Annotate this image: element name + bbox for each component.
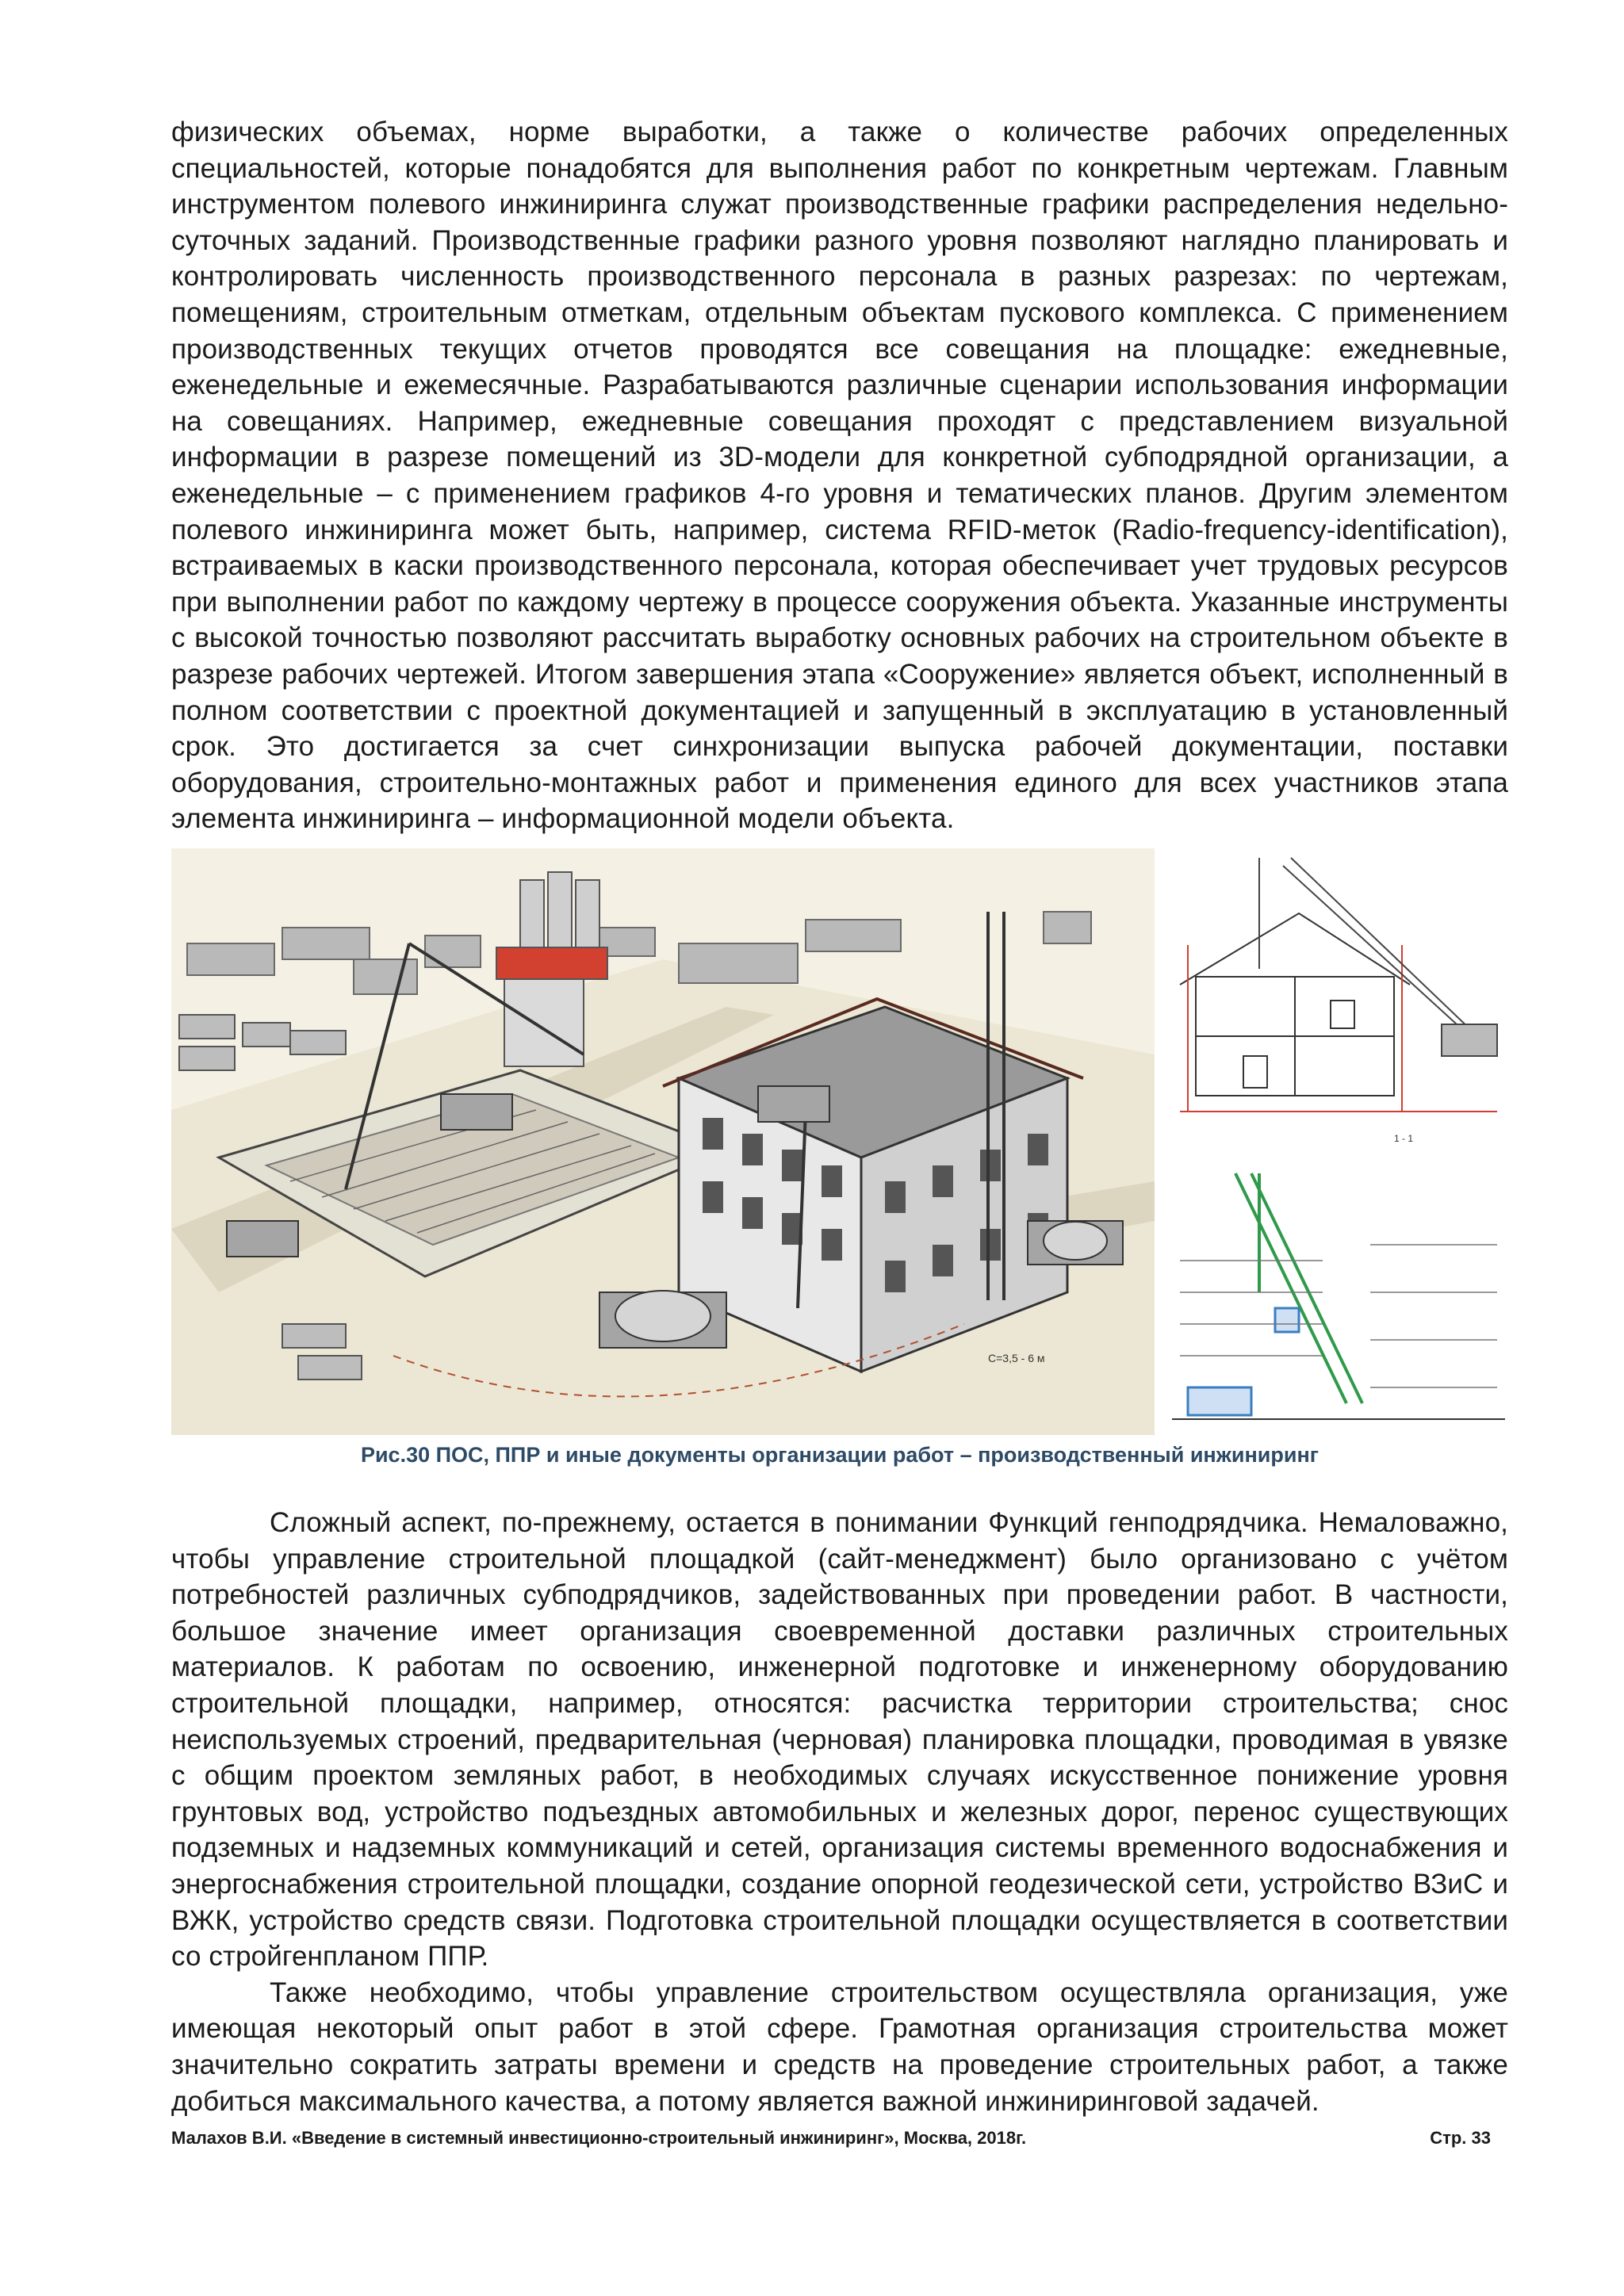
paragraph: физических объемах, норме выработки, а также о количестве рабочих определенных специальностей, которые понадобятся для выполнения работ по конкретным чертежам. Главным инструментом полевого инжиниринга служат производственные графики распределения недельно-суточных заданий. Производственные графики разного уровня позволяют наглядно планировать и контролировать численность производственного персонала в разных разрезах: по чертежам, помещениям, строительным отметкам, отдельным объектам пускового комплекса. С применением производственных текущих отчетов проводятся все совещания на площадке: ежедневные, еженедельные и ежемесячные. Разрабатываются различные сценарии использования информации на совещаниях. Например, ежедневные совещания проходят с представлением визуальной информации в разрезе помещений из 3D-модели для конкретной субподрядной организации, а еженедельные – с применением графиков 4-го уровня и тематических планов. Другим элементом полевого инжиниринга может быть, например, система RFID-меток (Radio-frequency-identification), встраиваемых в каски производственного персонала, которая обеспечивает учет трудовых ресурсов при выполнении работ по каждому чертежу в процессе сооружения объекта. Указанные инструменты с высокой точностью позволяют рассчитать выработку основных рабочих на строительном объекте в разрезе рабочих чертежей. Итогом завершения этапа «Сооружение» является объект, исполненный в полном соответствии с проектной документацией и запущенный в эксплуатацию в установленный срок. Это достигается за счет синхронизации выпуска рабочей документации, поставки оборудования, строительно-монтажных работ и применения единого для всех участников этапа элемента инжиниринга – информационной модели объекта.: [171, 117, 1508, 835]
figure-30: [171, 848, 1508, 1435]
page-number: Стр. 33: [1430, 2128, 1491, 2148]
footer-citation: Малахов В.И. «Введение в системный инвестиционно-строительный инжиниринг», Москва, 2018г.: [171, 2128, 1027, 2148]
building-section-drawing: [1164, 850, 1508, 1150]
figure-caption: Рис.30 ПОС, ППР и иные документы организации работ – производственный инжиниринг: [360, 1443, 1320, 1467]
crane-diagram-svg: [1164, 1165, 1508, 1435]
page-footer: [171, 2128, 1508, 2149]
body-text-bottom: [171, 1505, 1508, 2119]
body-text-top: [171, 114, 1508, 837]
construction-site-drawing: [171, 848, 1155, 1435]
section-drawing-svg: [1164, 850, 1508, 1150]
crane-diagram: [1164, 1165, 1508, 1435]
crane-radius-label: C=3,5 - 6 м: [988, 1352, 1045, 1364]
paragraph: Сложный аспект, по-прежнему, остается в понимании Функций генподрядчика. Немаловажно, чтобы управление строительной площадкой (сайт-менеджмент) было организовано с учётом потребностей различных субподрядчиков, задействованных при проведении работ. В частности, большое значение имеет организация своевременной доставки различных строительных материалов. К работам по освоению, инженерной подготовке и инженерному оборудованию строительной площадки, например, относятся: расчистка территории строительства; снос неиспользуемых строений, предварительная (черновая) планировка площадки, проводимая в увязке с общим проектом земляных работ, в необходимых случаях искусственное понижение уровня грунтовых вод, устройство подъездных автомобильных и железных дорог, перенос существующих подземных и надземных коммуникаций и сетей, организация системы временного водоснабжения и энергоснабжения строительной площадки, создание опорной геодезической сети, устройство ВЗиС и ВЖК, устройство средств связи. Подготовка строительной площадки осуществляется в соответствии со стройгенпланом ППР.: [171, 1507, 1508, 1973]
section-title: 1 - 1: [1394, 1133, 1414, 1144]
paragraph: Также необходимо, чтобы управление строительством осуществляла организация, уже имеющая некоторый опыт работ в этой сфере. Грамотная организация строительства может значительно сократить затраты времени и средств на проведение строительных работ, а также добиться максимального качества, а потому является важной инжиниринговой задачей.: [171, 1976, 1508, 2117]
construction-site-illustration: [171, 848, 1155, 1435]
